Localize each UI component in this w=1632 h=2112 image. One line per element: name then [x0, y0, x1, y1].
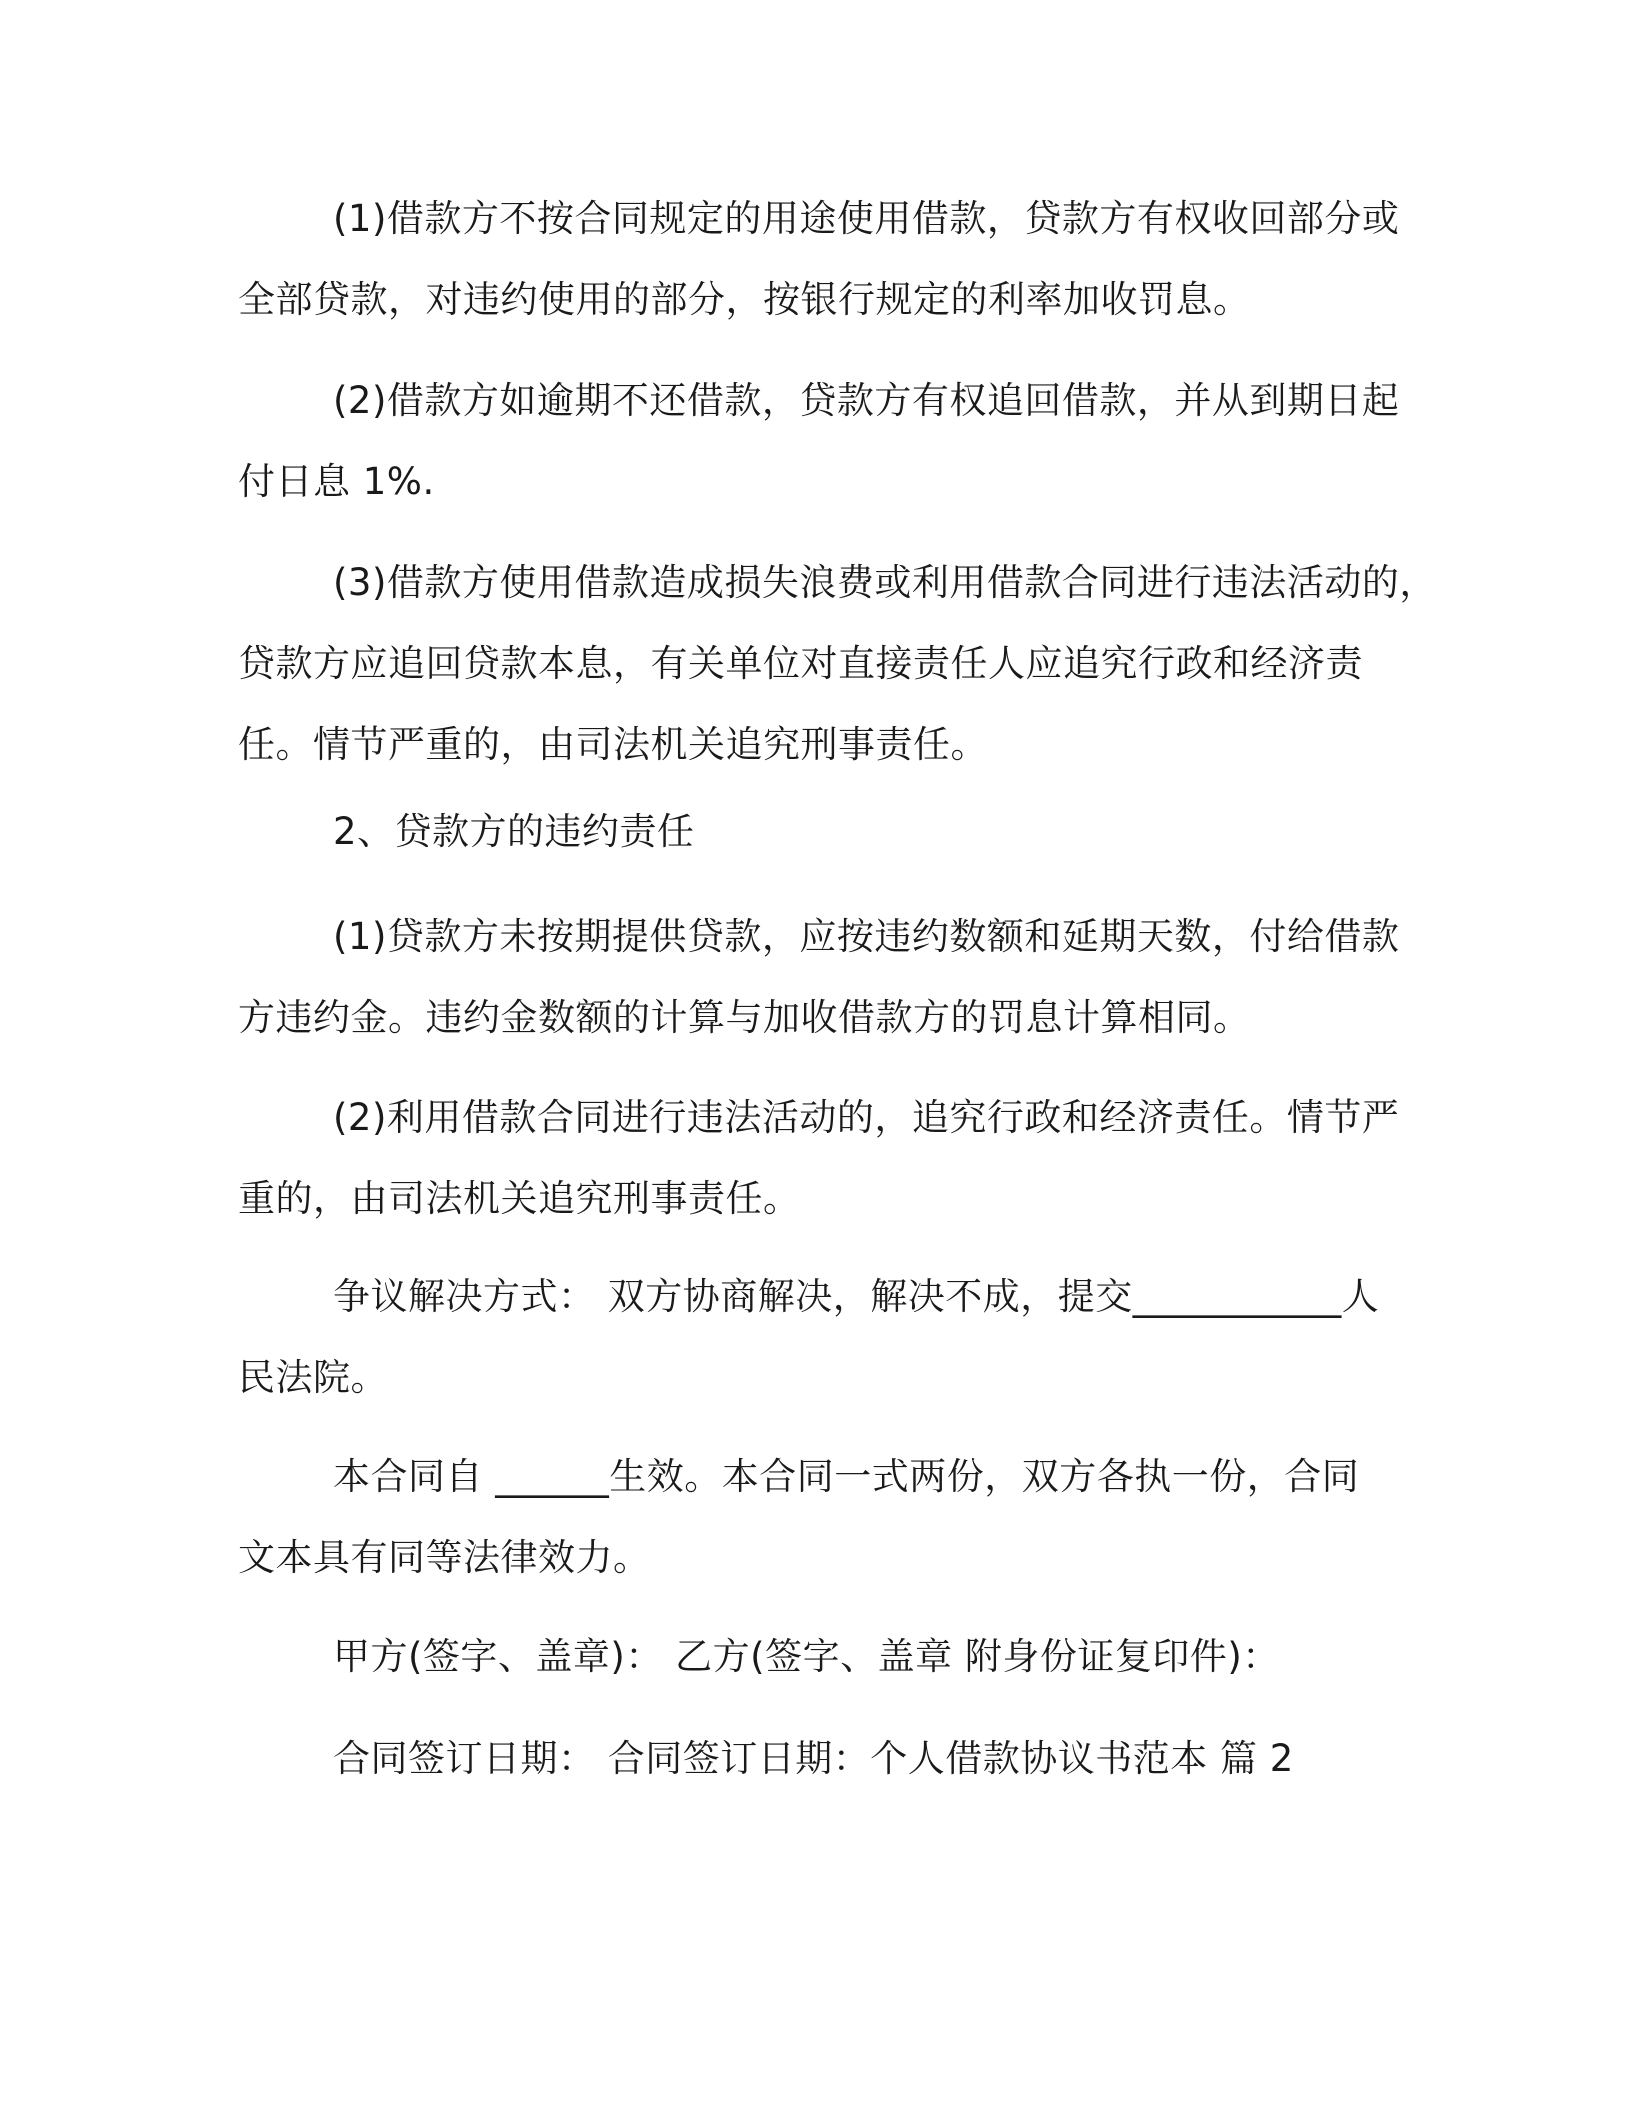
signing-date-line: [238, 1718, 1418, 1799]
text-line: (2)借款方如逾期不还借款，贷款方有权追回借款，并从到期日起: [333, 379, 1400, 422]
clause-lender-late-loan: [238, 896, 1418, 1058]
text-line: 合同签订日期： 合同签订日期：个人借款协议书范本 篇 2: [333, 1737, 1294, 1780]
clause-borrower-illegal: [238, 542, 1437, 785]
text-line: (3)借款方使用借款造成损失浪费或利用借款合同进行违法活动的，: [333, 561, 1437, 604]
text-line: 2、贷款方的违约责任: [333, 810, 695, 853]
text-line: (2)利用借款合同进行违法活动的，追究行政和经济责任。情节严: [333, 1096, 1400, 1139]
text-line: 付日息 1%.: [238, 460, 435, 503]
clause-borrower-overdue: [238, 360, 1418, 522]
text-line: 争议解决方式： 双方协商解决，解决不成，提交___________人: [333, 1275, 1380, 1318]
text-line: 民法院。: [238, 1356, 388, 1399]
text-line: 甲方(签字、盖章)： 乙方(签字、盖章 附身份证复印件)：: [333, 1635, 1280, 1678]
text-line: 文本具有同等法律效力。: [238, 1536, 651, 1579]
text-line: (1)贷款方未按期提供贷款，应按违约数额和延期天数，付给借款: [333, 915, 1400, 958]
text-line: 方违约金。违约金数额的计算与加收借款方的罚息计算相同。: [238, 996, 1251, 1039]
clause-dispute-resolution: [238, 1256, 1418, 1418]
text-line: 贷款方应追回贷款本息，有关单位对直接责任人应追究行政和经济责: [238, 642, 1363, 685]
text-line: 全部贷款，对违约使用的部分，按银行规定的利率加收罚息。: [238, 278, 1251, 321]
clause-borrower-misuse: [238, 178, 1418, 340]
clause-lender-illegal: [238, 1077, 1418, 1239]
text-line: 重的，由司法机关追究刑事责任。: [238, 1177, 801, 1220]
text-line: (1)借款方不按合同规定的用途使用借款，贷款方有权收回部分或: [333, 197, 1400, 240]
clause-effectiveness: [238, 1436, 1418, 1598]
section-heading-lender-liability: [238, 791, 1418, 872]
signature-line: [238, 1616, 1418, 1697]
text-line: 本合同自 ______生效。本合同一式两份，双方各执一份，合同: [333, 1455, 1360, 1498]
text-line: 任。情节严重的，由司法机关追究刑事责任。: [238, 723, 988, 766]
